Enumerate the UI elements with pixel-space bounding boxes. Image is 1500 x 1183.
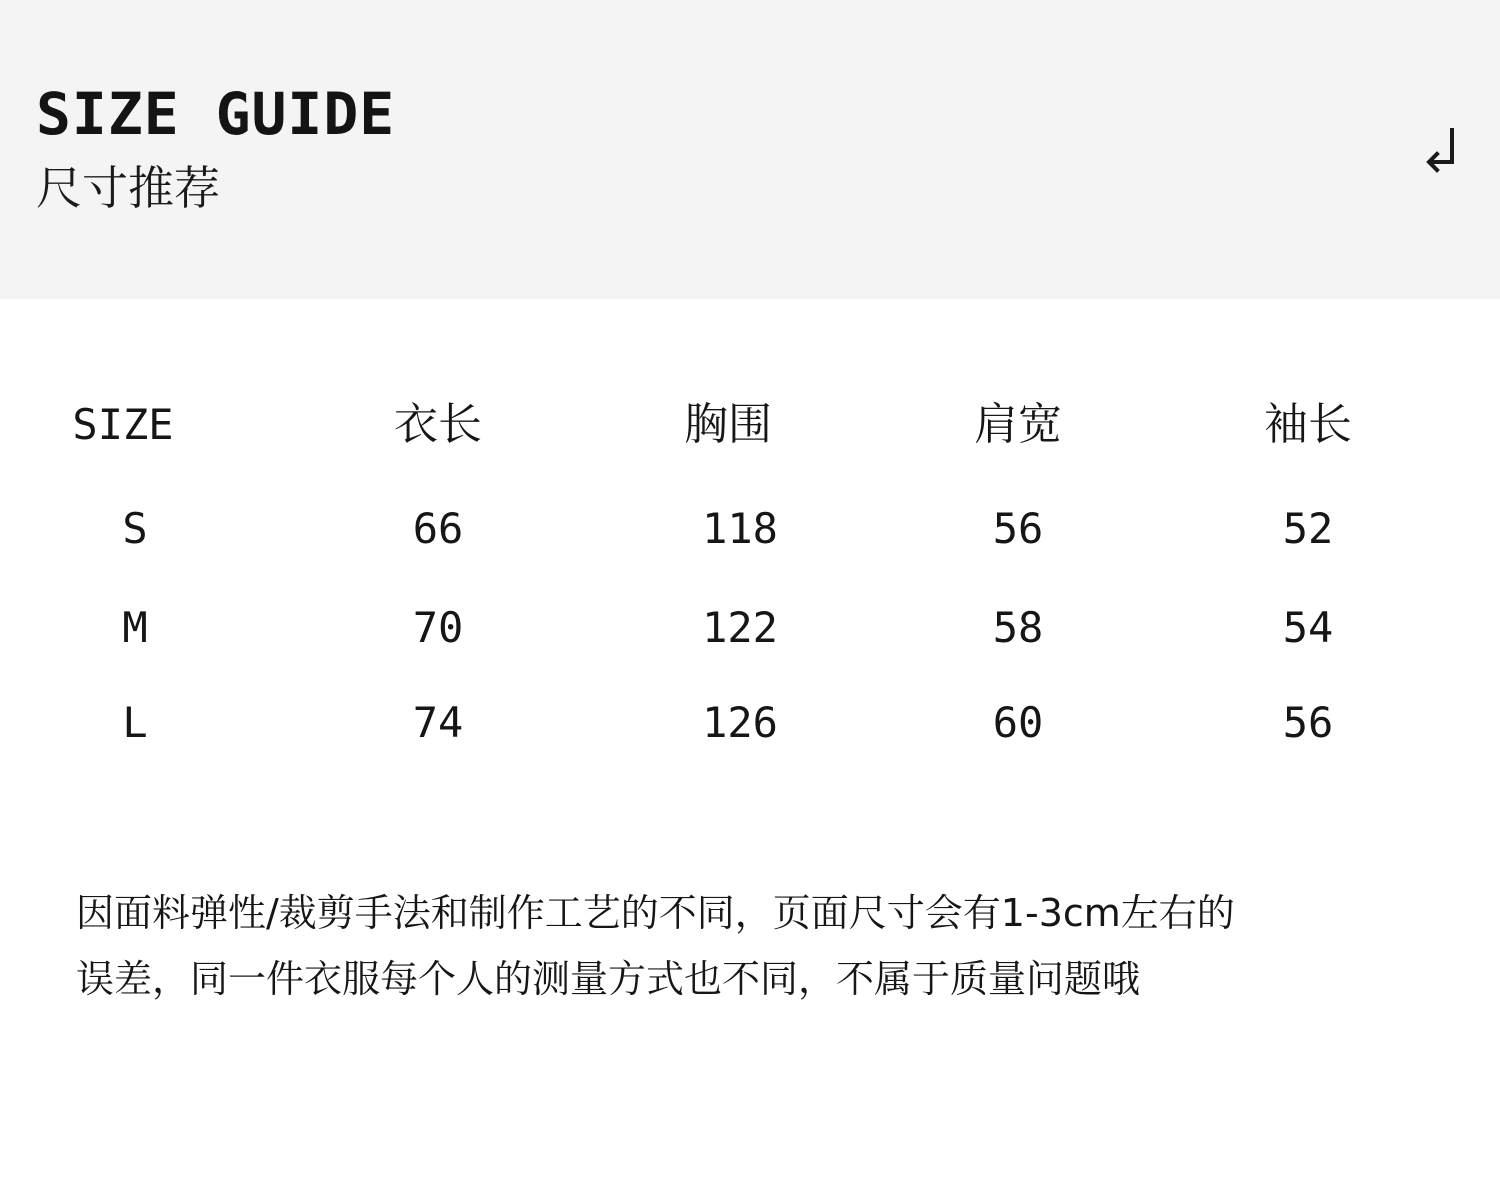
measurement-note (76, 880, 1416, 1012)
note-line: 因面料弹性/裁剪手法和制作工艺的不同，页面尺寸会有1-3cm左右的 (76, 891, 1235, 935)
table-cell-length: 70 (412, 603, 464, 652)
table-cell-sleeve: 56 (1282, 698, 1334, 747)
table-cell-sleeve: 52 (1282, 504, 1334, 553)
column-header-length: 衣长 (394, 399, 482, 450)
table-cell-shoulder: 56 (992, 504, 1044, 553)
table-cell-chest: 122 (702, 603, 778, 652)
column-header-shoulder: 肩宽 (974, 399, 1062, 450)
page-title: SIZE GUIDE (36, 80, 396, 148)
column-header-sleeve: 袖长 (1264, 399, 1352, 450)
note-line: 误差，同一件衣服每个人的测量方式也不同，不属于质量问题哦 (76, 957, 1141, 1001)
table-cell-length: 74 (412, 698, 464, 747)
column-header-size: SIZE (72, 400, 174, 449)
table-cell-size: M (122, 603, 148, 652)
table-cell-chest: 126 (702, 698, 778, 747)
table-cell-chest: 118 (702, 504, 778, 553)
table-cell-size: S (122, 504, 148, 553)
table-cell-length: 66 (412, 504, 464, 553)
table-cell-shoulder: 60 (992, 698, 1044, 747)
table-cell-size: L (122, 698, 148, 747)
table-cell-sleeve: 54 (1282, 603, 1334, 652)
column-header-chest: 胸围 (684, 399, 772, 450)
page-subtitle: 尺寸推荐 (36, 161, 220, 215)
table-cell-shoulder: 58 (992, 603, 1044, 652)
